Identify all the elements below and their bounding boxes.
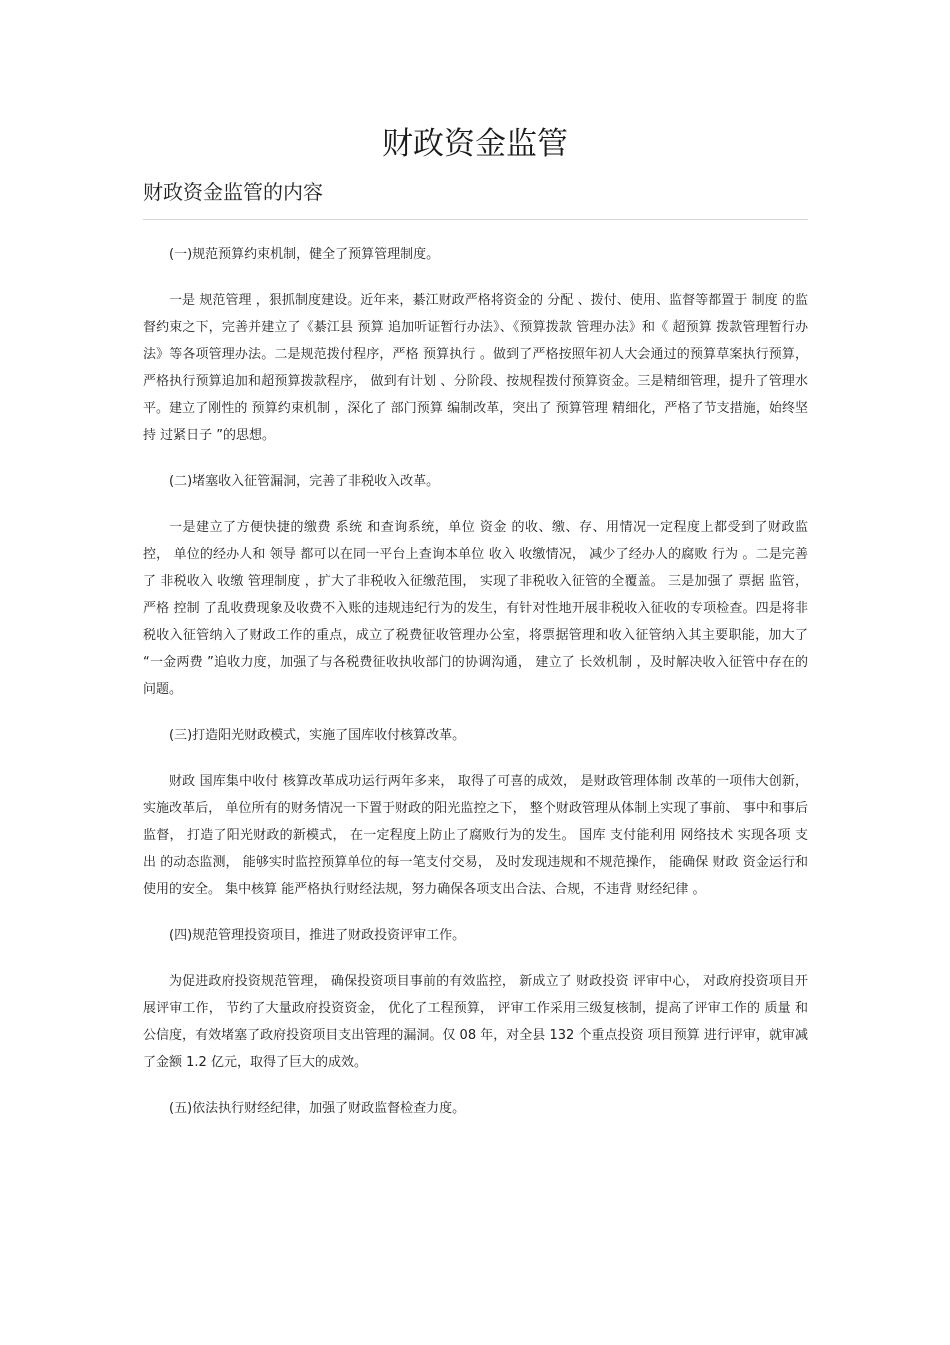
section-title: 财政资金监管的内容 bbox=[143, 180, 323, 204]
paragraph-body-2: 一是建立了方便快捷的缴费 系统 和查询系统，单位 资金 的收、缴、存、用情况一定程度上都受到了财政监控， 单位的经办人和 领导 都可以在同一平台上查询本单位 收入 收缴情况， 减少了经办人的腐败 行为 。二是完善了 非税收入 收缴 管理制度 ，扩大了非税收入征缴范围， 实现了非税收入征管的全覆盖。 三是加强了 票据 监管， 严格 控制 了乱收费现象及收费不入账的违规违纪行为的发生，有针对性地开展非税收入征收的专项检查。四是将非税收入征管纳入了财政工作的重点，成立了税费征收管理办公室，将票据管理和收入征管纳入其主要职能，加大了 “一金两费 ”追收力度，加强了与各税费征收执收部门的协调沟通， 建立了 长效机制 ，及时解决收入征管中存在的问题。 bbox=[143, 520, 808, 697]
document-body bbox=[143, 241, 808, 1141]
section-divider bbox=[143, 219, 808, 220]
paragraph-heading-5: (五)依法执行财经纪律，加强了财政监督检查力度。 bbox=[169, 1101, 466, 1116]
paragraph-body-4: 为促进政府投资规范管理， 确保投资项目事前的有效监控， 新成立了 财政投资 评审中心， 对政府投资项目开展评审工作， 节约了大量政府投资资金， 优化了工程预算， 评审工作采用三级复核制，提高了评审工作的 质量 和公信度，有效堵塞了政府投资项目支出管理的漏洞。仅 08 年，对全县 132 个重点投资 项目预算 进行评审，就审减了金额 1.2 亿元，取得了巨大的成效。 bbox=[143, 974, 808, 1070]
paragraph-heading-2: (二)堵塞收入征管漏洞，完善了非税收入改革。 bbox=[169, 474, 440, 489]
paragraph-heading-3: (三)打造阳光财政模式，实施了国库收付核算改革。 bbox=[169, 728, 466, 743]
paragraph-body-3: 财政 国库集中收付 核算改革成功运行两年多来， 取得了可喜的成效， 是财政管理体制 改革的一项伟大创新， 实施改革后， 单位所有的财务情况一下置于财政的阳光监控之下， 整个财政管理从体制上实现了事前、 事中和事后监督， 打造了阳光财政的新模式， 在一定程度上防止了腐败行为的发生。 国库 支付能利用 网络技术 实现各项 支出 的动态监测， 能够实时监控预算单位的每一笔支付交易， 及时发现违规和不规范操作， 能确保 财政 资金运行和使用的安全。 集中核算 能严格执行财经法规，努力确保各项支出合法、合规，不违背 财经纪律 。 bbox=[143, 774, 808, 897]
document-title: 财政资金监管 bbox=[382, 126, 568, 162]
paragraph-heading-4: (四)规范管理投资项目，推进了财政投资评审工作。 bbox=[169, 928, 466, 943]
paragraph-body-1: 一是 规范管理 ，狠抓制度建设。近年来，綦江财政严格将资金的 分配 、拨付、使用、监督等都置于 制度 的监督约束之下，完善并建立了《綦江县 预算 追加听证暂行办法》、《预算拨款 管理办法》和《 超预算 拨款管理暂行办法》等各项管理办法。二是规范拨付程序，严格 预算执行 。做到了严格按照年初人大会通过的预算草案执行预算， 严格执行预算追加和超预算拨款程序， 做到有计划 、分阶段、按规程拨付预算资金。三是精细管理，提升了管理水平。建立了刚性的 预算约束机制 ，深化了 部门预算 编制改革，突出了 预算管理 精细化，严格了节支措施，始终坚持 过紧日子 ”的思想。 bbox=[143, 293, 808, 443]
paragraph-heading-1: (一)规范预算约束机制，健全了预算管理制度。 bbox=[169, 247, 440, 262]
